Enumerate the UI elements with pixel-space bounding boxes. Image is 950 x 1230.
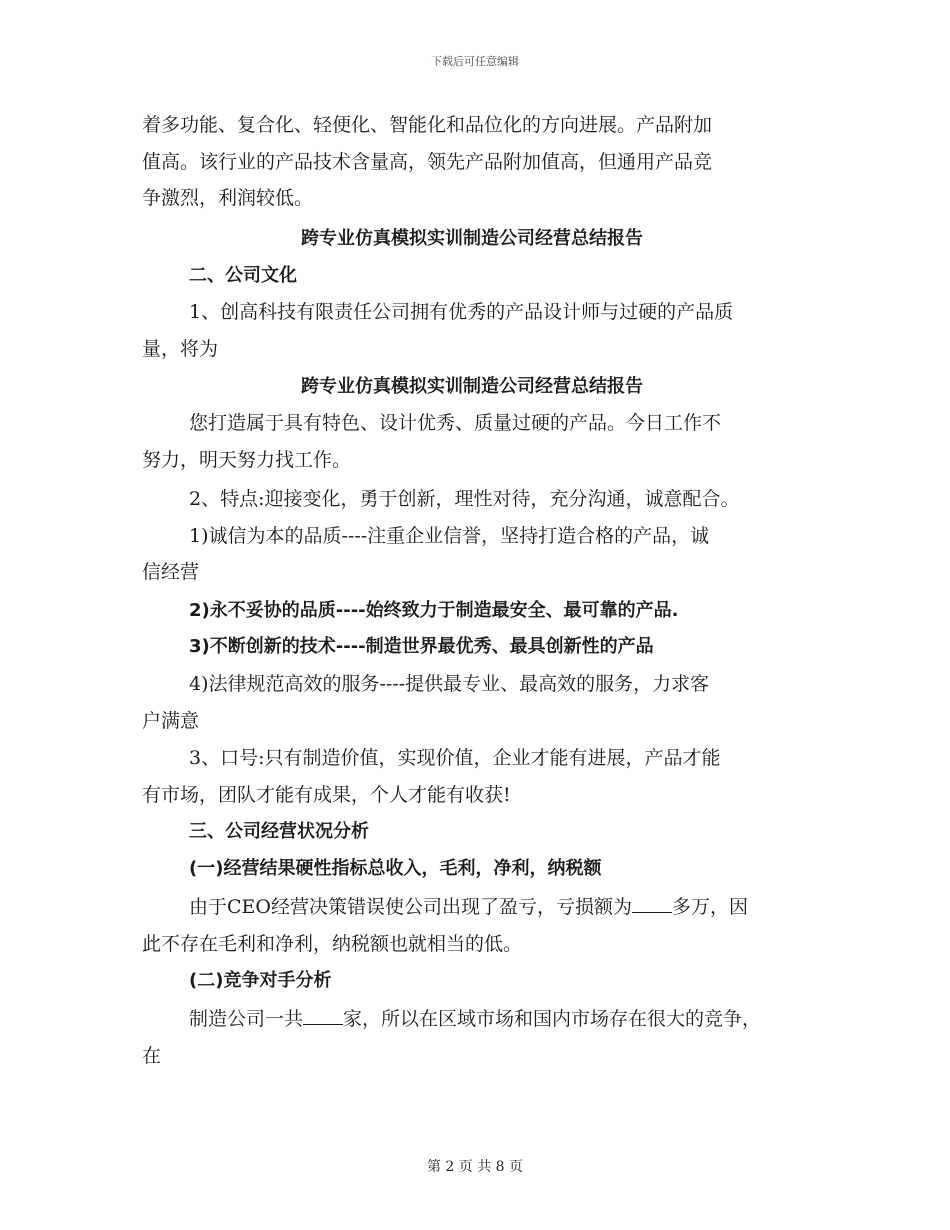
paragraph-line: 有市场，团队才能有成果，个人才能有收获!	[142, 784, 511, 806]
paragraph-line: 1、创高科技有限责任公司拥有优秀的产品设计师与过硬的产品质	[189, 301, 734, 323]
paragraph-line: 值高。该行业的产品技术含量高，领先产品附加值高，但通用产品竞	[142, 151, 713, 173]
section-heading: 二、公司文化	[189, 265, 297, 286]
paragraph-line: 此不存在毛利和净利，纳税额也就相当的低。	[142, 933, 523, 955]
text-segment: 家，所以在区域市场和国内市场存在很大的竞争，	[343, 1008, 762, 1030]
blank-underline	[303, 1006, 343, 1025]
bold-item: 3)不断创新的技术----制造世界最优秀、最具创新性的产品	[189, 636, 654, 657]
text-segment: 由于CEO经营决策错误使公司出现了盈亏，亏损额为	[189, 896, 632, 918]
paragraph-line	[189, 1006, 761, 1032]
section-title: 跨专业仿真模拟实训制造公司经营总结报告	[301, 228, 643, 249]
subsection-heading: (一)经营结果硬性指标总收入，毛利，净利，纳税额	[189, 858, 602, 879]
paragraph-line: 您打造属于具有特色、设计优秀、质量过硬的产品。今日工作不	[189, 412, 722, 434]
blank-underline	[632, 894, 672, 913]
paragraph-line: 4)法律规范高效的服务----提供最专业、最高效的服务，力求客	[189, 673, 710, 695]
page-footer: 第 2 页 共 8 页	[426, 1159, 524, 1175]
paragraph-line: 努力，明天努力找工作。	[142, 449, 352, 471]
paragraph-line: 量，将为	[142, 338, 219, 360]
paragraph-line: 户满意	[142, 710, 200, 732]
section-title: 跨专业仿真模拟实训制造公司经营总结报告	[301, 376, 643, 397]
text-segment: 多万，因	[672, 896, 749, 918]
paragraph-line: 着多功能、复合化、轻便化、智能化和品位化的方向进展。产品附加	[142, 114, 713, 136]
paragraph-line: 在	[142, 1045, 162, 1067]
paragraph-line	[189, 894, 748, 920]
paragraph-line: 争激烈，利润较低。	[142, 187, 314, 209]
page-header: 下载后可任意编辑	[431, 55, 519, 68]
paragraph-line: 2、特点:迎接变化，勇于创新，理性对待，充分沟通，诚意配合。	[189, 488, 740, 510]
subsection-heading: (二)竞争对手分析	[189, 970, 332, 991]
section-heading: 三、公司经营状况分析	[189, 821, 369, 842]
paragraph-line: 1)诚信为本的品质----注重企业信誉，坚持打造合格的产品，诚	[189, 525, 710, 547]
bold-item: 2)永不妥协的品质----始终致力于制造最安全、最可靠的产品.	[189, 600, 679, 621]
paragraph-line: 3、口号:只有制造价值，实现价值，企业才能有进展，产品才能	[189, 747, 721, 769]
text-segment: 制造公司一共	[189, 1008, 304, 1030]
paragraph-line: 信经营	[142, 561, 200, 583]
